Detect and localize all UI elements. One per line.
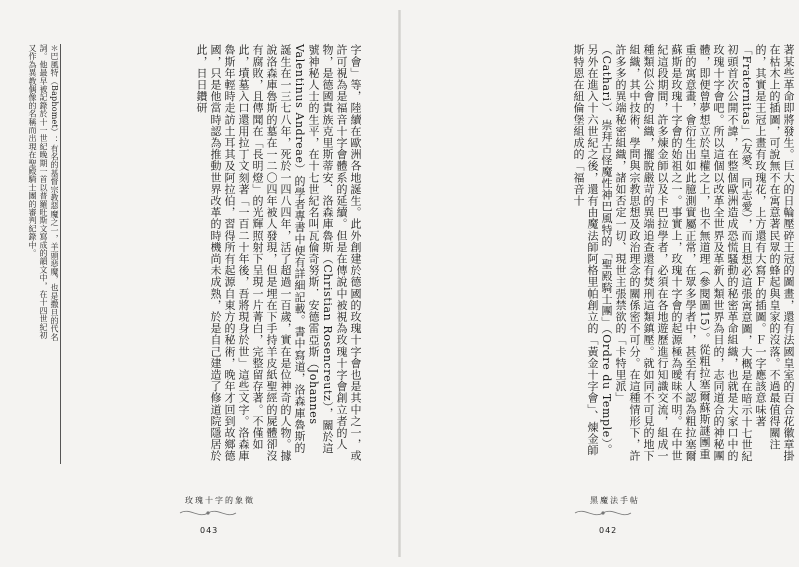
page-number-left: 043: [200, 526, 219, 535]
ornament-right: [573, 506, 633, 520]
right-page-body: 著某些革命即將發生。巨大的日輪壓碎王冠的圖畫，還有法國皇室的百合花徽章掛在枯木上的插圖，可說無不在寓意著民眾的蜂起與皇家的沒落。不過最值得關注的，其實是王冠上畫有玫瑰花，上方還有大寫Ｆ的插圖。Ｆ一字應該意味著「Fraternitas」（友愛、同志愛），而且想必這張寓意圖，大概是在暗示十七世紀初頭首次公開不諱，在整個歐洲造成恐慌騷動的秘密革命組織，也就是大家口中的玫瑰十字會吧。所以這個以改革全世界及革新人類世界為目的，志同道合的神秘團體，即便曾夢想立於皇權之上，也不無道理（參閱圖15）。從粗拉塞爾蘇斯謎團重重的寓意畫，會衍生出如此臆測實屬正常，在眾多學者中，甚至有人認為粗拉塞爾蘇斯是玫瑰十字會的始祖之一。事實上，玫瑰十字會的起源極為曖昧不明。在中世紀這段期間，許多煉金師以及卡巴拉學者，必須在各地遊歷進行知識交流，組成一種類似公會的組織，擺脫嚴苛的異端追查還有焚刑這類鎮壓。就如同不可見的地下組織，其中技術、學問與宗教思想及政治理念的關係密不可分。在這種情形下，許許多多的異端秘密組織，諸如否定一切、現世主張禁欲的「卡特里派」（Cathari）、崇拜古怪魔性神巴風特的「聖殿騎士團」（Ordre du Temple）。另外在進入十六世紀之後，還有由魔法師阿格里帕創立的「黃金十字會」、煉金師斯特恩在紐倫堡組成的「福音十: [572, 44, 795, 463]
footnote: ＊巴風特（Baphomet）：有名的基督宗教惡魔之一，羊頭惡魔，也是撒旦的代名詞。他最早被記錄於十一世紀晚期一首以普羅旺斯文寫成的韻文中，在十四世紀初又作為異教偶像的名稱而出現在聖殿騎士團的審判紀錄中。: [28, 44, 59, 342]
page-number-right: 042: [599, 526, 618, 535]
footnote-rule: [60, 44, 61, 464]
running-head-right: 黑魔法手帖: [590, 496, 640, 505]
ornament-left: [178, 506, 238, 520]
running-head-left: 玫瑰十字的象徵: [185, 496, 255, 505]
right-page: [400, 0, 799, 567]
left-page-body: 字會」等，陸續在歐洲各地誕生。此外創建於德國的玫瑰十字會也是其中之一，或許可視為是福音十字會體系的延續。但是在傳說中被視為玫瑰十字會創立者的人物，是德國貴族克里斯蒂安．洛森庫魯斯（Christian Rosencreutz），關於這號神秘人士的生平，在十七世紀名叫瓦倫奇努斯．安德雷亞斯（Johannes Valentinus Andreae）的學者專書中便有詳細記載。書中寫道，洛森庫魯斯的誕生在一三七八年，死於一四八四年，活了超過一百歲，實在是位神奇的人物。據說洛森庫魯斯的墓在一二〇四年被人發現，但是埋在下手持羊皮紙聖經的屍體卻沒有腐敗，且傳聞在「長明燈」的光輝照射下呈現一片菁白，完整留存著。不僅如此，墳墓入口還用拉丁文刻著「一百二十年後，吾將現身於世」這些文字。洛森庫魯斯年輕時走訪土耳其及阿拉伯，習得所有起源自東方的秘術，晚年才回到故鄉德國，只是他當時認為推動世界改革的時機尚未成熟，於是自己建造了修道院隱居於此，日日鑽研: [195, 44, 362, 462]
